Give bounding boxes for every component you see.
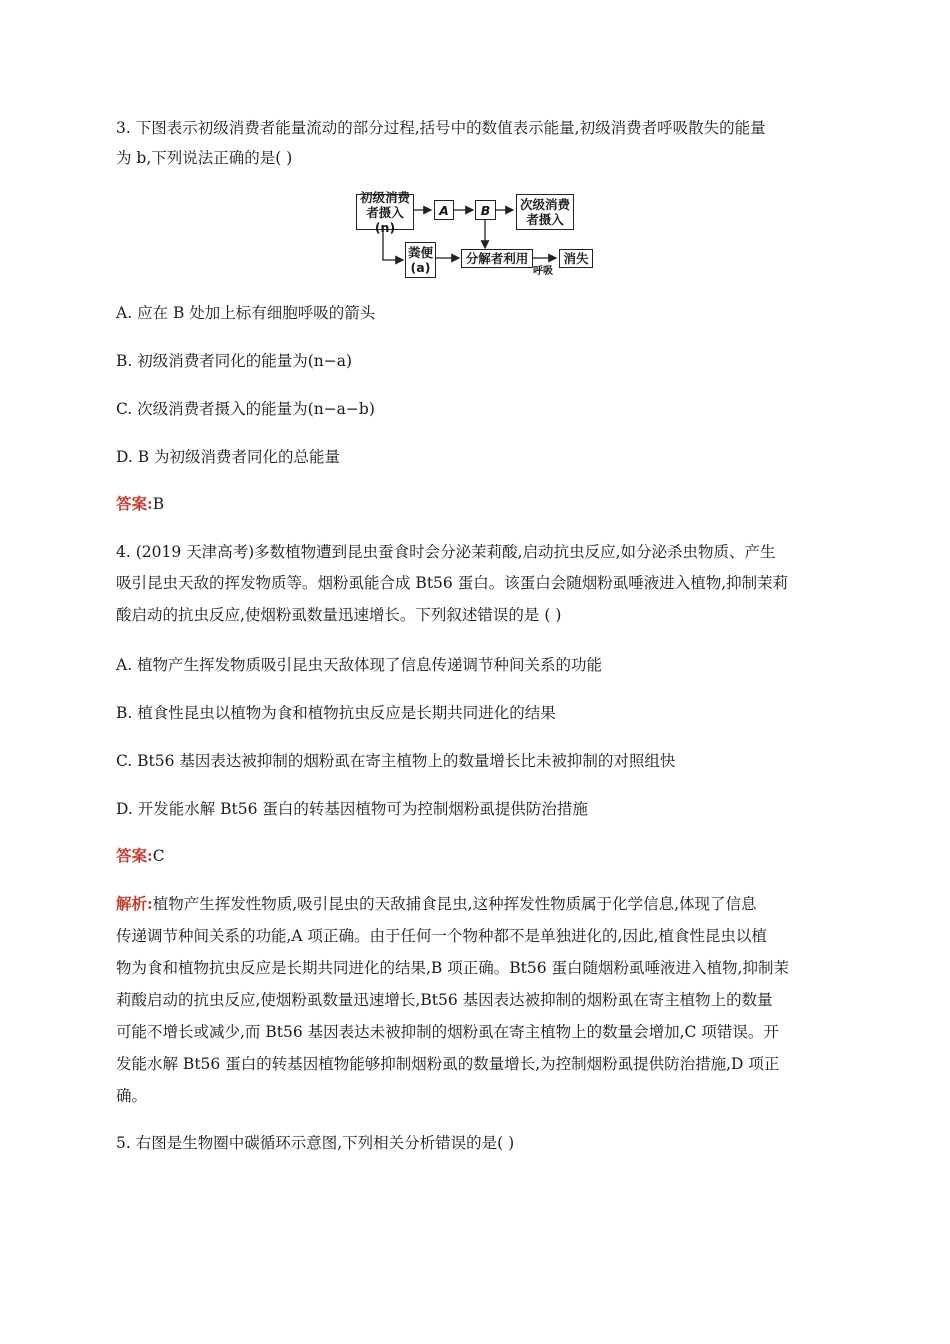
q4-analysis-line4: 莉酸启动的抗虫反应,使烟粉虱数量迅速增长,Bt56 基因表达被抑制的烟粉虱在寄主植物上的数量 — [116, 991, 773, 1009]
q4-analysis-text-0: 植物产生挥发性物质,吸引昆虫的天敌捕食昆虫,这种挥发性物质属于化学信息,体现了信息 — [152, 895, 757, 913]
box-feces: 粪便 (a) — [405, 242, 436, 278]
q4-answer-label: 答案: — [116, 846, 153, 865]
q4-option-a: A. 植物产生挥发物质吸引昆虫天敌体现了信息传递调节种间关系的功能 — [116, 656, 603, 674]
box-a: A — [434, 200, 454, 220]
q3-stem-line1: 3. 下图表示初级消费者能量流动的部分过程,括号中的数值表示能量,初级消费者呼吸散失的能量 — [116, 119, 766, 137]
q4-analysis-line6: 发能水解 Bt56 蛋白的转基因植物能够抑制烟粉虱的数量增长,为控制烟粉虱提供防治措施,D 项正 — [116, 1055, 780, 1073]
q3-answer-label: 答案: — [116, 494, 153, 513]
q4-analysis-line7: 确。 — [116, 1087, 148, 1105]
q3-stem-line2: 为 b,下列说法正确的是( ) — [116, 149, 293, 167]
q3-option-d: D. B 为初级消费者同化的总能量 — [116, 448, 341, 466]
energy-flow-diagram — [356, 189, 596, 278]
box-primary-intake: 初级消费 者摄入(n) — [356, 194, 414, 230]
q4-analysis-line3: 物为食和植物抗虫反应是长期共同进化的结果,B 项正确。Bt56 蛋白随烟粉虱唾液进入植物,抑制茉 — [116, 959, 789, 977]
q3-option-b: B. 初级消费者同化的能量为(n−a) — [116, 352, 353, 370]
q4-option-d: D. 开发能水解 Bt56 蛋白的转基因植物可为控制烟粉虱提供防治措施 — [116, 800, 588, 818]
box-b: B — [475, 200, 496, 220]
q3-answer — [116, 494, 164, 514]
q3-answer-value: B — [152, 495, 165, 513]
q4-analysis-line1 — [116, 894, 757, 914]
q4-answer — [116, 846, 165, 866]
q4-stem-line2: 吸引昆虫天敌的挥发物质等。烟粉虱能合成 Bt56 蛋白。该蛋白会随烟粉虱唾液进入植物,抑制茉莉 — [116, 574, 789, 592]
q5-stem-line1: 5. 右图是生物圈中碳循环示意图,下列相关分析错误的是( ) — [116, 1134, 515, 1152]
box-decomposer: 分解者利用 — [461, 249, 533, 268]
q4-option-c: C. Bt56 基因表达被抑制的烟粉虱在寄主植物上的数量增长比未被抑制的对照组快 — [116, 752, 676, 770]
q4-stem-line3: 酸启动的抗虫反应,使烟粉虱数量迅速增长。下列叙述错误的是 ( ) — [116, 606, 562, 624]
q4-stem-line1: 4. (2019 天津高考)多数植物遭到昆虫蚕食时会分泌茉莉酸,启动抗虫反应,如分泌杀虫物质、产生 — [116, 543, 776, 561]
box-disappear: 消失 — [559, 249, 593, 268]
q3-option-c: C. 次级消费者摄入的能量为(n−a−b) — [116, 400, 375, 418]
q4-analysis-line5: 可能不增长或减少,而 Bt56 基因表达未被抑制的烟粉虱在寄主植物上的数量会增加,C 项错误。开 — [116, 1023, 779, 1041]
q4-analysis-line2: 传递调节种间关系的功能,A 项正确。由于任何一个物种都不是单独进化的,因此,植食性昆虫以植 — [116, 927, 767, 945]
q4-analysis-label: 解析: — [116, 894, 153, 913]
box-secondary-intake: 次级消费 者摄入 — [516, 194, 574, 230]
label-respiration: 呼吸 — [533, 266, 553, 277]
q4-answer-value: C — [152, 847, 165, 865]
q3-option-a: A. 应在 B 处加上标有细胞呼吸的箭头 — [116, 304, 376, 322]
q4-option-b: B. 植食性昆虫以植物为食和植物抗虫反应是长期共同进化的结果 — [116, 704, 556, 722]
